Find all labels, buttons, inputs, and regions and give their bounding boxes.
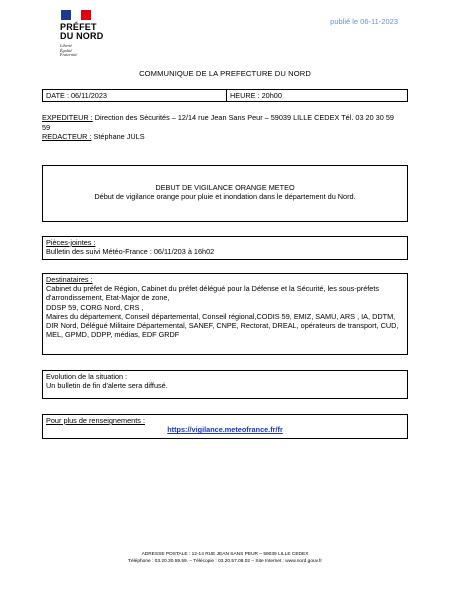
destinataires-label: Destinataires : [46,275,93,284]
vigilance-text: Début de vigilance orange pour pluie et inondation dans le département du Nord. [94,192,356,202]
logo-name: PRÉFET DU NORD [60,22,104,41]
vigilance-heading: DEBUT DE VIGILANCE ORANGE METEO [155,183,295,192]
page-footer [0,551,450,565]
vigilance-box [42,165,408,222]
prefet-logo [60,10,120,58]
date-box [42,89,408,102]
date-cell: DATE : 06/11/2023 [43,90,227,101]
expediteur-block [42,113,404,142]
expediteur-label: EXPEDITEUR : [42,113,93,122]
publication-date: publié le 06-11-2023 [330,17,398,26]
pieces-label: Pièces-jointes : [46,238,96,247]
redacteur-label: REDACTEUR : [42,132,92,141]
destinataires-line: DDSP 59, CORG Nord, CRS , [46,302,144,312]
destinataires-line: Maires du département, Conseil départemental, Conseil régional,CODIS 59, EMIZ, SAMU, ARS , IA, DDTM, DIR Nord, Délégué Militaire Départemental, SANEF, CNPE, Rectorat, DREAL, opérateurs de transport, CUD, MEL, GPMD, DDPP, médias, EDF GRDF [46,311,399,340]
destinataires-box [42,273,408,355]
renseignements-box [42,414,408,439]
evolution-box [42,370,408,399]
evolution-label: Evolution de la situation : [46,372,128,381]
tricolor-flag-icon [61,10,91,20]
redacteur-text: Stéphane JULS [91,132,145,141]
footer-contact: Téléphone : 03.20.30.59.59. – Télécopie : 03.20.57.08.02 – Site Internet : www.nord.gouv.fr [128,559,322,564]
evolution-text: Un bulletin de fin d'alerte sera diffusé. [46,381,168,391]
pieces-jointes-box [42,236,408,260]
footer-address: ADRESSE POSTALE : 12-14 RUE JEAN SANS PEUR – 59039 LILLE CEDEX [141,552,309,557]
document-title: COMMUNIQUE DE LA PREFECTURE DU NORD [139,69,311,78]
heure-cell: HEURE : 20h00 [230,91,282,100]
expediteur-text: Direction des Sécurités – 12/14 rue Jean Sans Peur – 59039 LILLE CEDEX Tél. 03 20 30 59 59 [42,113,394,132]
vigilance-link[interactable]: https://vigilance.meteofrance.fr/fr [167,425,283,435]
pieces-text: Bulletin des suivi Météo-France : 06/11/203 à 16h02 [46,247,215,257]
renseignements-label: Pour plus de renseignements : [46,416,145,425]
logo-motto: Liberté Égalité Fraternité [60,43,78,58]
destinataires-line: Cabinet du préfet de Région, Cabinet du préfet délégué pour la Défense et la Sécurité, les sous-préfets d'arrondissement, Etat-Major de zone, [46,284,380,303]
